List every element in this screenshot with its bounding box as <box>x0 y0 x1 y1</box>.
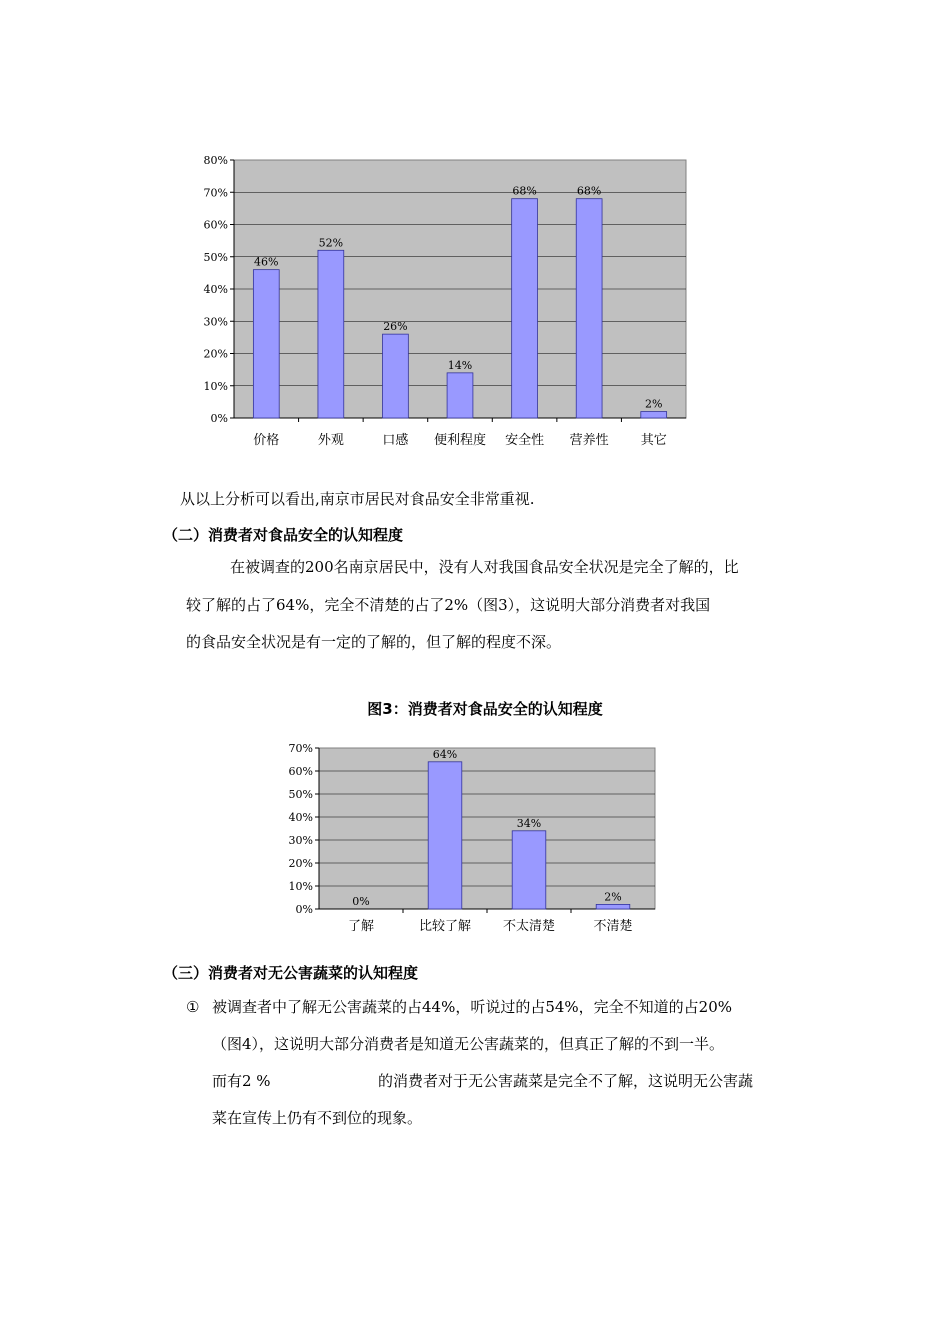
data-label: 14% <box>447 358 473 372</box>
y-tick-label: 80% <box>203 154 228 167</box>
x-tick-label: 营养性 <box>569 433 609 448</box>
data-label: 68% <box>576 184 602 198</box>
circled-number-marker: ① <box>186 998 200 1016</box>
y-tick-label: 30% <box>288 834 313 847</box>
y-tick-label: 20% <box>203 347 228 361</box>
y-tick-label: 20% <box>288 857 313 870</box>
data-label: 2% <box>644 397 663 411</box>
x-tick-label: 不太清楚 <box>502 919 556 934</box>
x-tick-label: 比较了解 <box>418 919 472 934</box>
y-tick-label: 60% <box>288 765 313 778</box>
bar-营养性 <box>576 199 602 418</box>
section3-heading: （三）消费者对无公害蔬菜的认知程度 <box>163 964 419 982</box>
data-label: 2% <box>604 890 622 904</box>
x-tick-label: 不清楚 <box>593 919 633 934</box>
y-tick-label: 30% <box>203 315 228 329</box>
plot-area <box>319 748 655 909</box>
section2-paragraph-line1: 在被调查的200名南京居民中，没有人对我国食品安全状况是完全了解的，比 <box>230 558 739 576</box>
y-tick-label: 70% <box>288 742 313 755</box>
bar-外观 <box>318 250 344 418</box>
bar-不太清楚 <box>512 831 546 909</box>
section3-paragraph-line2: （图4），这说明大部分消费者是知道无公害蔬菜的，但真正了解的不到一半。 <box>212 1035 725 1053</box>
data-label: 34% <box>516 816 542 830</box>
conclusion-text: 从以上分析可以看出,南京市居民对食品安全非常重视. <box>180 490 535 508</box>
chart-title: 图3：消费者对食品安全的认知程度 <box>367 700 603 718</box>
bar-其它 <box>641 412 667 418</box>
x-tick-label: 便利程度 <box>433 433 487 448</box>
y-tick-label: 70% <box>203 186 228 200</box>
section2-heading: （二）消费者对食品安全的认知程度 <box>163 526 404 544</box>
data-label: 0% <box>352 895 370 908</box>
y-tick-label: 40% <box>288 811 313 824</box>
y-tick-label: 50% <box>203 250 228 264</box>
y-tick-label: 0% <box>295 903 313 916</box>
x-tick-label: 安全性 <box>505 433 545 448</box>
data-label: 64% <box>432 747 458 761</box>
bar-价格 <box>253 270 279 418</box>
y-tick-label: 50% <box>288 788 313 801</box>
y-tick-label: 60% <box>203 218 228 232</box>
data-label: 52% <box>318 236 344 250</box>
data-label: 26% <box>383 320 408 334</box>
bar-比较了解 <box>428 762 462 909</box>
x-tick-label: 外观 <box>317 433 344 448</box>
data-label: 68% <box>512 184 537 198</box>
y-tick-label: 40% <box>203 283 228 296</box>
data-label: 46% <box>254 255 279 269</box>
section3-paragraph-line1: 被调查者中了解无公害蔬菜的占44%，听说过的占54%，完全不知道的占20% <box>212 998 733 1016</box>
bar-安全性 <box>512 199 538 418</box>
x-tick-label: 了解 <box>347 919 375 934</box>
y-tick-label: 0% <box>210 412 228 425</box>
x-tick-label: 口感 <box>382 433 409 448</box>
bar-chart-awareness <box>280 738 670 938</box>
section3-paragraph-line3a: 而有2 % <box>212 1072 271 1090</box>
bar-不清楚 <box>596 904 630 909</box>
x-tick-label: 其它 <box>640 433 667 448</box>
section2-paragraph-line2: 较了解的占了64%，完全不清楚的占了2%（图3），这说明大部分消费者对我国 <box>186 596 711 614</box>
x-tick-label: 价格 <box>253 433 280 448</box>
y-tick-label: 10% <box>203 379 228 393</box>
y-tick-label: 10% <box>288 880 313 893</box>
section3-paragraph-line3b: 的消费者对于无公害蔬菜是完全不了解，这说明无公害蔬 <box>378 1072 754 1090</box>
bar-口感 <box>383 334 409 418</box>
bar-chart-purchase-factors <box>200 150 700 460</box>
bar-便利程度 <box>447 373 473 418</box>
section2-paragraph-line3: 的食品安全状况是有一定的了解的，但了解的程度不深。 <box>186 633 562 651</box>
section3-paragraph-line4: 菜在宣传上仍有不到位的现象。 <box>212 1109 423 1127</box>
